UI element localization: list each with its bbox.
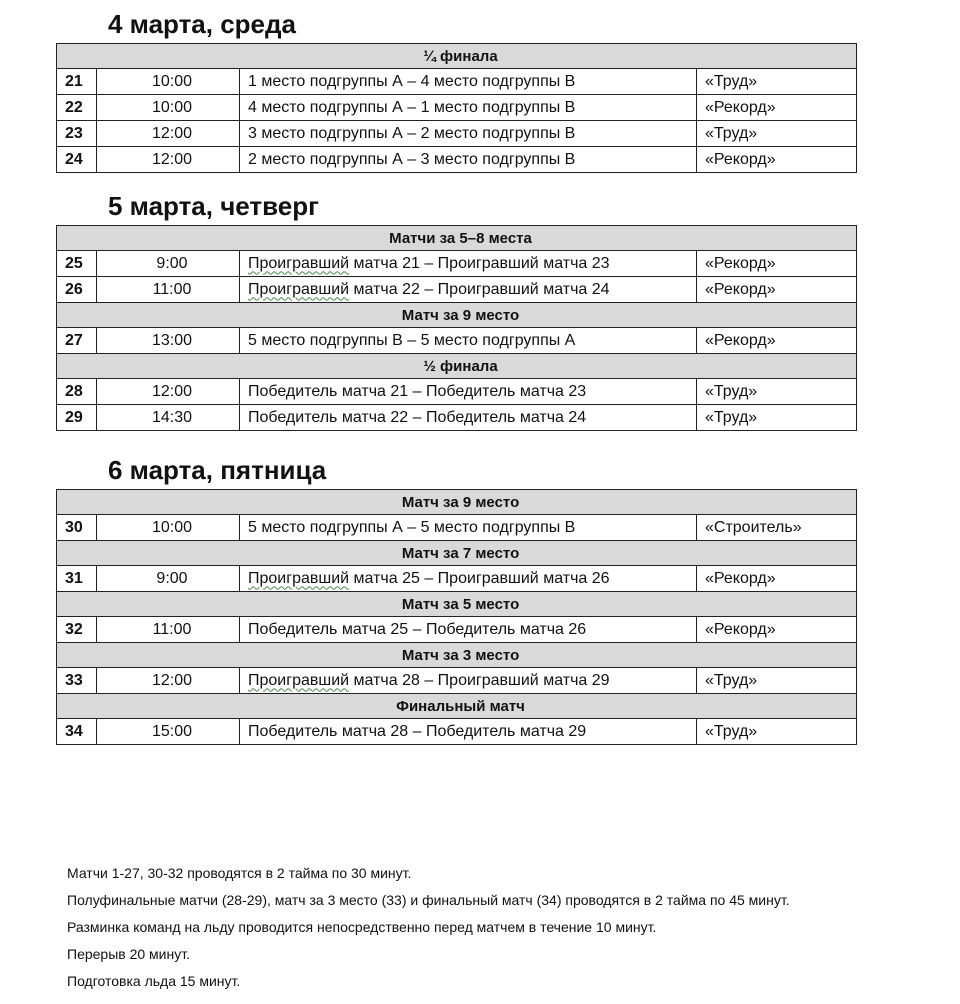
- description-text: Победитель матча 21 – Победитель матча 23: [248, 382, 587, 400]
- match-number: 30: [57, 515, 97, 541]
- match-description: [240, 719, 697, 745]
- match-time: 12:00: [97, 668, 240, 694]
- match-number: 29: [57, 405, 97, 431]
- description-text: 5 место подгруппы В – 5 место подгруппы А: [248, 331, 576, 349]
- note-line: Разминка команд на льду проводится непосредственно перед матчем в течение 10 минут.: [67, 919, 657, 935]
- match-row: [57, 328, 857, 354]
- match-number: 24: [57, 147, 97, 173]
- match-time: 13:00: [97, 328, 240, 354]
- match-row: [57, 277, 857, 303]
- match-number: 27: [57, 328, 97, 354]
- match-venue: «Рекорд»: [697, 277, 857, 303]
- match-number: 21: [57, 69, 97, 95]
- match-venue: «Рекорд»: [697, 566, 857, 592]
- schedule-table: [56, 489, 857, 745]
- match-description: [240, 328, 697, 354]
- spellcheck-underlined-word: Проигравший: [248, 280, 350, 298]
- match-row: [57, 405, 857, 431]
- note-line: Перерыв 20 минут.: [67, 946, 190, 962]
- section-title: Матч за 7 место: [57, 541, 857, 566]
- section-header-row: [57, 303, 857, 328]
- match-row: [57, 121, 857, 147]
- description-text: 5 место подгруппы А – 5 место подгруппы В: [248, 518, 576, 536]
- match-description: [240, 515, 697, 541]
- section-title: ¼ финала: [57, 44, 857, 69]
- match-description: [240, 95, 697, 121]
- note-line: Подготовка льда 15 минут.: [67, 973, 241, 989]
- match-venue: «Рекорд»: [697, 617, 857, 643]
- match-description: [240, 668, 697, 694]
- match-description: [240, 617, 697, 643]
- day-heading: 4 марта, среда: [108, 9, 296, 39]
- match-number: 23: [57, 121, 97, 147]
- match-row: [57, 251, 857, 277]
- section-header-row: [57, 643, 857, 668]
- match-venue: «Рекорд»: [697, 95, 857, 121]
- description-text: матча 28 – Проигравший матча 29: [349, 671, 610, 689]
- section-title: Матч за 9 место: [57, 490, 857, 515]
- section-title: Матч за 9 место: [57, 303, 857, 328]
- match-venue: «Труд»: [697, 121, 857, 147]
- description-text: Победитель матча 28 – Победитель матча 29: [248, 722, 587, 740]
- description-text: матча 22 – Проигравший матча 24: [349, 280, 610, 298]
- section-title: Финальный матч: [57, 694, 857, 719]
- match-row: [57, 95, 857, 121]
- match-number: 31: [57, 566, 97, 592]
- day-heading: 6 марта, пятница: [108, 455, 327, 485]
- section-title: Матчи за 5–8 места: [57, 226, 857, 251]
- description-text: 1 место подгруппы А – 4 место подгруппы В: [248, 72, 576, 90]
- section-header-row: [57, 226, 857, 251]
- description-text: Победитель матча 22 – Победитель матча 24: [248, 408, 587, 426]
- match-time: 14:30: [97, 405, 240, 431]
- description-text: 2 место подгруппы А – 3 место подгруппы В: [248, 150, 576, 168]
- match-number: 33: [57, 668, 97, 694]
- spellcheck-underlined-word: Проигравший: [248, 254, 350, 272]
- section-header-row: [57, 490, 857, 515]
- match-time: 12:00: [97, 121, 240, 147]
- match-venue: «Рекорд»: [697, 251, 857, 277]
- match-row: [57, 566, 857, 592]
- match-time: 12:00: [97, 379, 240, 405]
- note-line: Матчи 1-27, 30-32 проводятся в 2 тайма по 30 минут.: [67, 865, 412, 881]
- match-row: [57, 147, 857, 173]
- section-title: Матч за 3 место: [57, 643, 857, 668]
- match-row: [57, 668, 857, 694]
- match-description: [240, 379, 697, 405]
- match-venue: «Рекорд»: [697, 147, 857, 173]
- spellcheck-underlined-word: Проигравший: [248, 671, 350, 689]
- match-row: [57, 69, 857, 95]
- description-text: Победитель матча 25 – Победитель матча 26: [248, 620, 587, 638]
- section-header-row: [57, 44, 857, 69]
- description-text: 4 место подгруппы А – 1 место подгруппы В: [248, 98, 576, 116]
- match-time: 9:00: [97, 251, 240, 277]
- match-number: 34: [57, 719, 97, 745]
- match-number: 28: [57, 379, 97, 405]
- match-venue: «Труд»: [697, 668, 857, 694]
- match-row: [57, 617, 857, 643]
- match-venue: «Труд»: [697, 405, 857, 431]
- match-description: [240, 121, 697, 147]
- match-time: 10:00: [97, 515, 240, 541]
- description-text: матча 25 – Проигравший матча 26: [349, 569, 610, 587]
- match-row: [57, 515, 857, 541]
- match-venue: «Рекорд»: [697, 328, 857, 354]
- match-venue: «Труд»: [697, 69, 857, 95]
- note-line: Полуфинальные матчи (28-29), матч за 3 место (33) и финальный матч (34) проводятся в 2 тайма по 45 минут.: [67, 892, 790, 908]
- match-time: 11:00: [97, 277, 240, 303]
- match-row: [57, 379, 857, 405]
- match-description: [240, 277, 697, 303]
- notes-block: [67, 860, 790, 995]
- match-description: [240, 566, 697, 592]
- match-venue: «Труд»: [697, 379, 857, 405]
- match-description: [240, 147, 697, 173]
- match-venue: «Строитель»: [697, 515, 857, 541]
- section-header-row: [57, 694, 857, 719]
- match-description: [240, 251, 697, 277]
- match-time: 11:00: [97, 617, 240, 643]
- day-heading: 5 марта, четверг: [108, 191, 319, 221]
- schedule-table: [56, 225, 857, 431]
- match-time: 9:00: [97, 566, 240, 592]
- match-time: 12:00: [97, 147, 240, 173]
- match-description: [240, 69, 697, 95]
- match-venue: «Труд»: [697, 719, 857, 745]
- match-number: 22: [57, 95, 97, 121]
- match-number: 25: [57, 251, 97, 277]
- spellcheck-underlined-word: Проигравший: [248, 569, 350, 587]
- section-title: Матч за 5 место: [57, 592, 857, 617]
- match-time: 10:00: [97, 95, 240, 121]
- description-text: 3 место подгруппы А – 2 место подгруппы В: [248, 124, 576, 142]
- section-title: ½ финала: [57, 354, 857, 379]
- match-time: 10:00: [97, 69, 240, 95]
- match-description: [240, 405, 697, 431]
- match-row: [57, 719, 857, 745]
- match-number: 26: [57, 277, 97, 303]
- description-text: матча 21 – Проигравший матча 23: [349, 254, 610, 272]
- section-header-row: [57, 354, 857, 379]
- match-time: 15:00: [97, 719, 240, 745]
- schedule-table: [56, 43, 857, 173]
- section-header-row: [57, 592, 857, 617]
- section-header-row: [57, 541, 857, 566]
- match-number: 32: [57, 617, 97, 643]
